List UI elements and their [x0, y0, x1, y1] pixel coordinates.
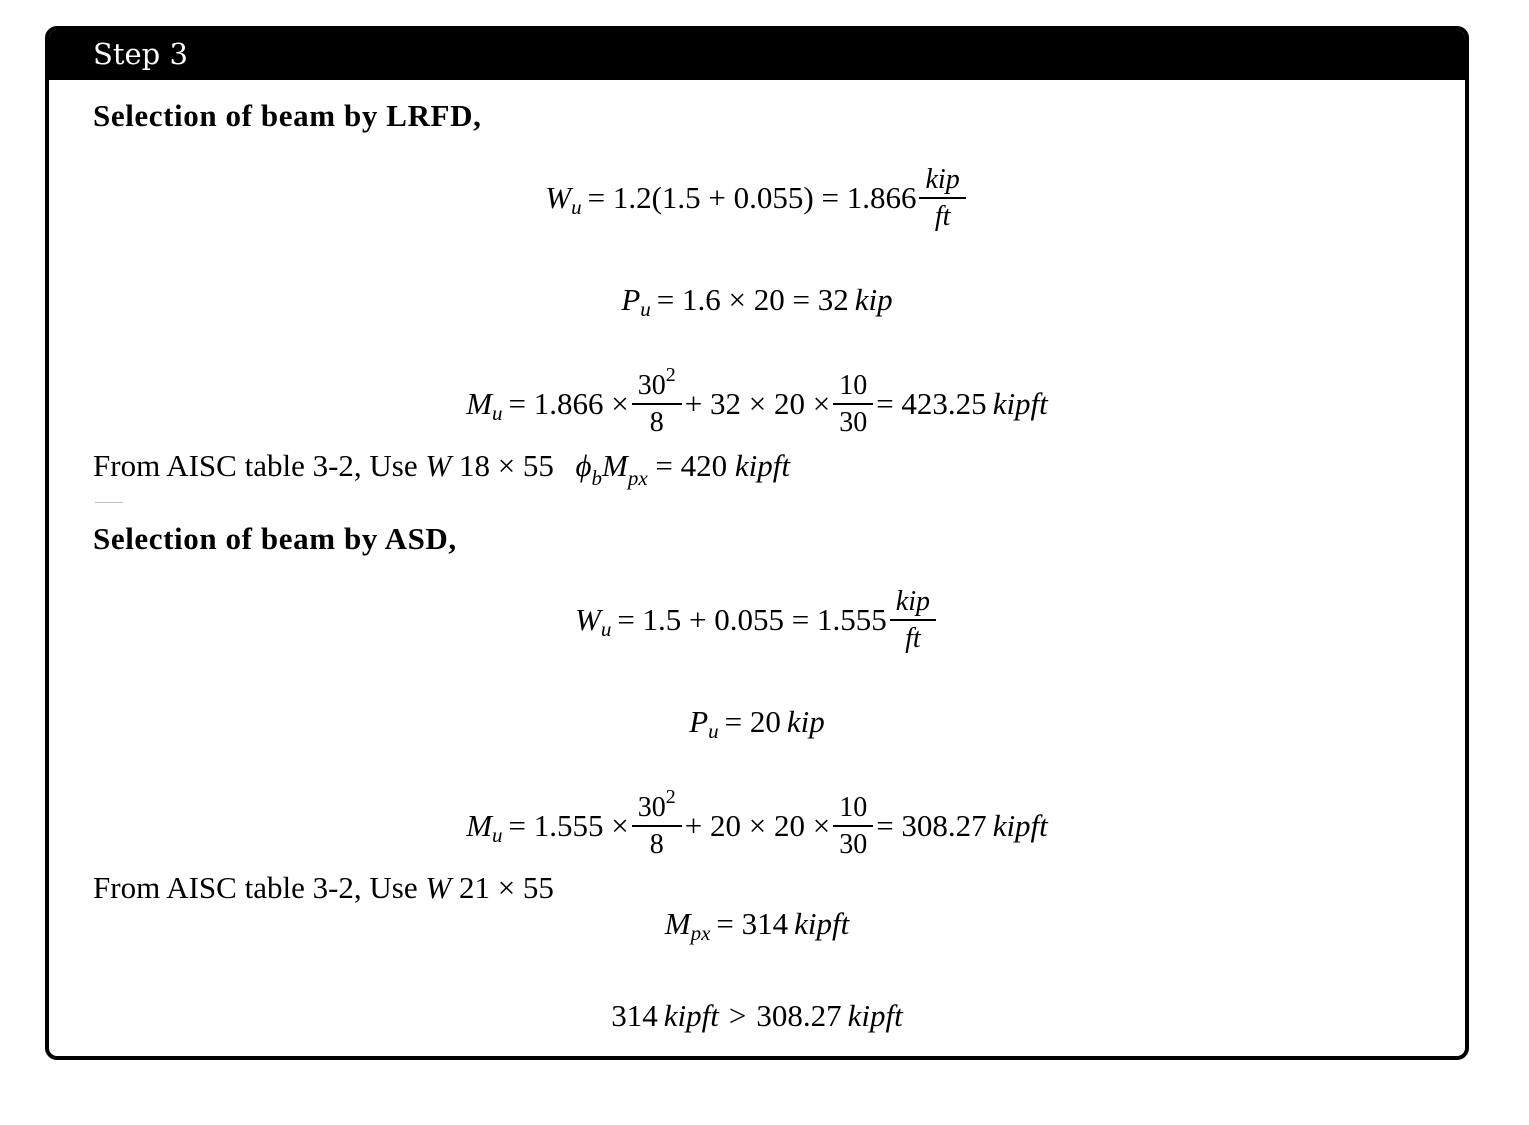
- section-w: W: [425, 870, 452, 905]
- capacity-symbol: M: [601, 448, 628, 483]
- solution-step-card: [45, 26, 1469, 1060]
- from-aisc-text: From AISC table 3-2, Use: [93, 448, 418, 483]
- mu-part-3: = 423.25: [876, 386, 987, 421]
- fraction-numerator: $30^2$: [637, 786, 676, 823]
- pu-symbol: P: [621, 282, 641, 317]
- capacity-value: = 420: [655, 448, 728, 483]
- section-size: 21 × 55: [458, 870, 554, 905]
- mpx-subscript: px: [690, 920, 711, 945]
- fraction-denominator: 30: [833, 825, 873, 862]
- mpx-unit: kipft: [794, 906, 850, 941]
- pu-expression: = 1.6 × 20 = 32: [656, 282, 849, 317]
- unit-numerator: kip: [895, 586, 930, 617]
- pu-subscript: u: [708, 718, 719, 743]
- pu-symbol: P: [689, 704, 709, 739]
- wu-expression: = 1.5 + 0.055 = 1.555: [617, 602, 887, 637]
- lrfd-wu-equation: [49, 162, 1465, 234]
- fraction-denominator: 8: [632, 403, 682, 440]
- capacity-unit: kipft: [734, 448, 790, 483]
- mu-part-2: + 32 × 20 ×: [684, 386, 831, 421]
- step-label: Step 3: [93, 37, 188, 71]
- check-left-value: 314: [611, 998, 658, 1033]
- mu-unit: kipft: [992, 386, 1048, 421]
- wu-unit-fraction: [893, 584, 933, 656]
- mpx-symbol: M: [664, 906, 691, 941]
- mu-fraction-1: [635, 364, 679, 440]
- check-right-value: 308.27: [756, 998, 842, 1033]
- asd-mpx-equation: [49, 906, 1465, 945]
- mu-fraction-1: [635, 786, 679, 862]
- wu-unit-fraction: [922, 162, 962, 234]
- section-divider: [95, 502, 123, 503]
- capacity-subscript: px: [627, 466, 648, 490]
- asd-pu-equation: [49, 704, 1465, 743]
- fraction-denominator: 8: [632, 825, 682, 862]
- lrfd-mu-equation: [49, 364, 1465, 440]
- section-w: W: [425, 448, 452, 483]
- asd-heading: Selection of beam by ASD,: [93, 521, 457, 556]
- fraction-denominator: 30: [833, 403, 873, 440]
- mpx-value: = 314: [716, 906, 789, 941]
- phi-subscript: b: [591, 466, 602, 490]
- unit-numerator: kip: [925, 164, 960, 195]
- wu-symbol: W: [545, 180, 572, 215]
- mu-part-1: = 1.555 ×: [508, 808, 629, 843]
- asd-check-equation: [49, 998, 1465, 1034]
- mu-fraction-2: [836, 790, 870, 862]
- phi-symbol: ϕ: [575, 448, 592, 483]
- mu-unit: kipft: [992, 808, 1048, 843]
- fraction-numerator: 10: [839, 370, 868, 401]
- lrfd-heading: Selection of beam by LRFD,: [93, 98, 482, 133]
- mu-symbol: M: [466, 386, 493, 421]
- mu-part-1: = 1.866 ×: [508, 386, 629, 421]
- mu-symbol: M: [466, 808, 493, 843]
- fraction-numerator: $30^2$: [637, 364, 676, 401]
- section-size: 18 × 55: [458, 448, 554, 483]
- unit-denominator: ft: [919, 197, 965, 234]
- unit-denominator: ft: [890, 619, 936, 656]
- pu-subscript: u: [640, 296, 651, 321]
- check-right-unit: kipft: [847, 998, 903, 1033]
- pu-unit: kip: [786, 704, 825, 739]
- lrfd-section-selection: [93, 448, 790, 490]
- mu-part-2: + 20 × 20 ×: [684, 808, 831, 843]
- mu-fraction-2: [836, 368, 870, 440]
- mu-subscript: u: [492, 400, 503, 425]
- mu-subscript: u: [492, 822, 503, 847]
- pu-unit: kip: [854, 282, 893, 317]
- pu-expression: = 20: [724, 704, 781, 739]
- fraction-numerator: 10: [839, 792, 868, 823]
- step-header: [49, 30, 1465, 80]
- wu-symbol: W: [575, 602, 601, 637]
- from-aisc-text: From AISC table 3-2, Use: [93, 870, 418, 905]
- asd-wu-equation: [49, 584, 1465, 656]
- wu-expression: = 1.2(1.5 + 0.055) = 1.866: [587, 180, 917, 215]
- mu-part-3: = 308.27: [876, 808, 987, 843]
- asd-mu-equation: [49, 786, 1465, 862]
- check-operator: >: [728, 998, 747, 1033]
- wu-subscript: u: [600, 616, 612, 641]
- wu-subscript: u: [571, 194, 582, 219]
- lrfd-pu-equation: [49, 282, 1465, 321]
- check-left-unit: kipft: [663, 998, 719, 1033]
- asd-section-selection: [93, 870, 554, 906]
